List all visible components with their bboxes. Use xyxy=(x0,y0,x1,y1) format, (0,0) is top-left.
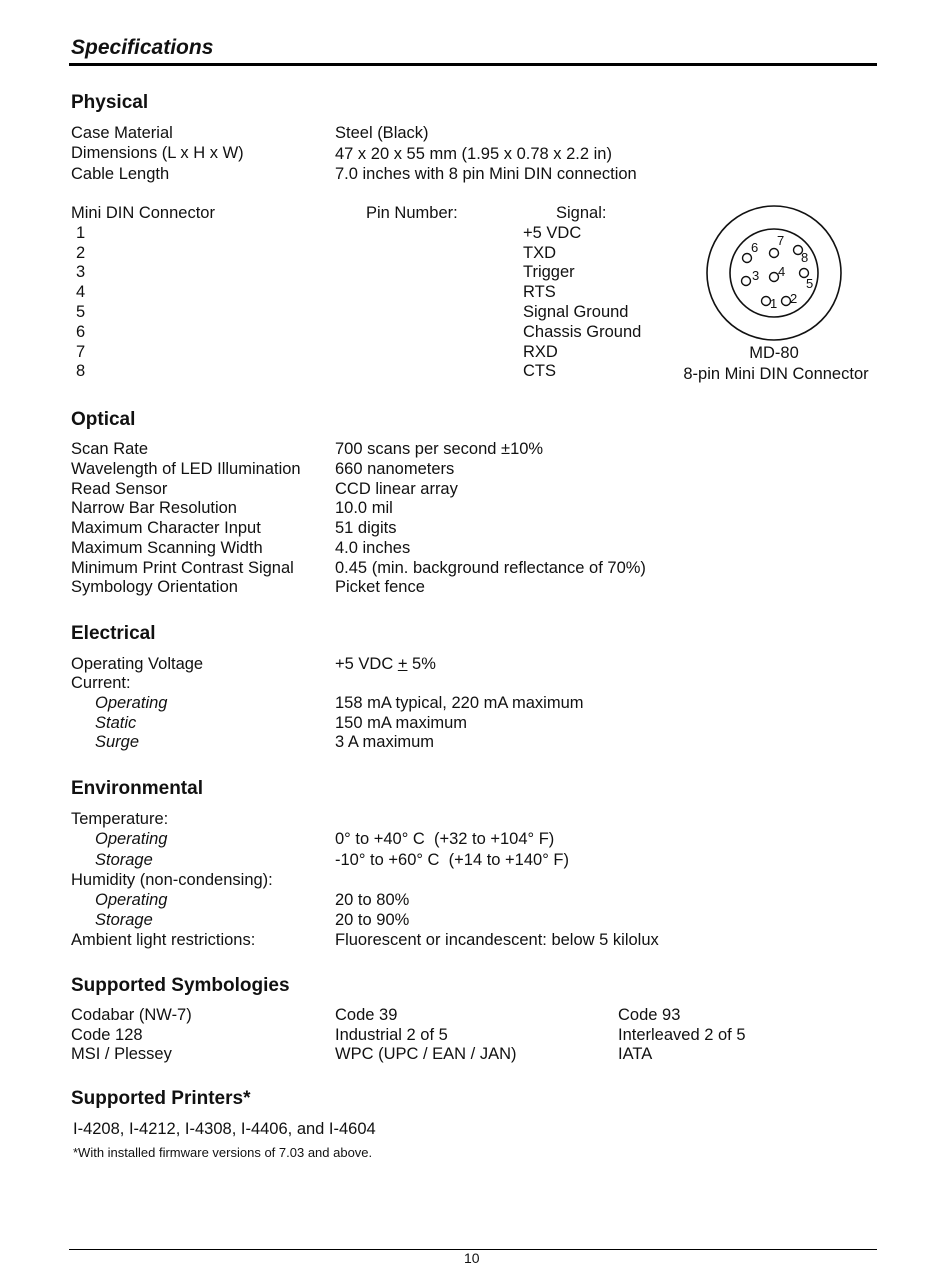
symbology-item: WPC (UPC / EAN / JAN) xyxy=(335,1045,517,1063)
connector-label: Mini DIN Connector xyxy=(71,204,215,222)
symbology-item: Code 128 xyxy=(71,1026,143,1044)
section-heading-symbologies: Supported Symbologies xyxy=(71,975,290,996)
diagram-pin-label: 1 xyxy=(770,296,778,311)
spec-value: 7.0 inches with 8 pin Mini DIN connection xyxy=(335,165,637,183)
signal-header: Signal: xyxy=(556,204,607,222)
spec-value: 150 mA maximum xyxy=(335,714,468,732)
spec-label: Minimum Print Contrast Signal xyxy=(71,559,294,577)
diagram-pin-label: 4 xyxy=(778,264,786,279)
spec-value-voltage xyxy=(335,655,436,675)
spec-label: Maximum Scanning Width xyxy=(71,539,263,557)
spec-label: Cable Length xyxy=(71,165,170,183)
spec-value: 4.0 inches xyxy=(335,539,411,557)
pin-signal: +5 VDC xyxy=(523,224,582,242)
spec-value: 51 digits xyxy=(335,519,397,537)
symbology-item: Code 93 xyxy=(618,1006,681,1024)
diagram-pin-label: 6 xyxy=(751,240,759,255)
diagram-caption: 8-pin Mini DIN Connector xyxy=(683,365,869,383)
voltage-prefix: +5 VDC xyxy=(335,655,398,673)
spec-value: Fluorescent or incandescent: below 5 kilolux xyxy=(335,931,659,949)
header-rule xyxy=(69,63,877,66)
spec-sublabel: Surge xyxy=(95,733,140,751)
page-title: Specifications xyxy=(71,36,214,59)
spec-value: 20 to 80% xyxy=(335,891,410,909)
voltage-suffix: 5% xyxy=(407,655,436,673)
spec-label: Ambient light restrictions: xyxy=(71,931,256,949)
spec-label: Current: xyxy=(71,674,131,692)
spec-value: 0.45 (min. background reflectance of 70%) xyxy=(335,559,646,577)
printer-footnote: *With installed firmware versions of 7.03 and above. xyxy=(73,1145,373,1160)
spec-label: Operating Voltage xyxy=(71,655,204,673)
section-heading-environmental: Environmental xyxy=(71,778,203,799)
spec-label: Wavelength of LED Illumination xyxy=(71,460,301,478)
symbology-item: Codabar (NW-7) xyxy=(71,1006,192,1024)
pin-number: 8 xyxy=(76,362,86,380)
spec-label: Dimensions (L x H x W) xyxy=(71,144,244,162)
spec-label: Read Sensor xyxy=(71,480,168,498)
mini-din-connector-diagram xyxy=(700,203,850,345)
diagram-pin-label: 2 xyxy=(790,291,798,306)
symbology-item: MSI / Plessey xyxy=(71,1045,172,1063)
pin-number: 4 xyxy=(76,283,86,301)
symbology-item: Industrial 2 of 5 xyxy=(335,1026,448,1044)
pin-number: 3 xyxy=(76,263,86,281)
spec-value: 700 scans per second ±10% xyxy=(335,440,544,458)
spec-value: 660 nanometers xyxy=(335,460,455,478)
symbology-item: Code 39 xyxy=(335,1006,398,1024)
plus-minus-sign: + xyxy=(397,655,408,673)
spec-label: Temperature: xyxy=(71,810,169,828)
spec-sublabel: Operating xyxy=(95,830,168,848)
spec-label: Maximum Character Input xyxy=(71,519,261,537)
spec-sublabel: Storage xyxy=(95,911,153,929)
pin-signal: Chassis Ground xyxy=(523,323,642,341)
pin-signal: Trigger xyxy=(523,263,575,281)
spec-sublabel: Storage xyxy=(95,851,153,869)
spec-value: 0° to +40° C (+32 to +104° F) xyxy=(335,830,555,848)
spec-value: -10° to +60° C (+14 to +140° F) xyxy=(335,851,569,869)
spec-value: 3 A maximum xyxy=(335,733,435,751)
section-heading-printers: Supported Printers* xyxy=(71,1088,251,1109)
spec-value: CCD linear array xyxy=(335,480,458,498)
section-heading-electrical: Electrical xyxy=(71,623,156,644)
spec-label: Humidity (non-condensing): xyxy=(71,871,273,889)
pin-number: 6 xyxy=(76,323,86,341)
pin-number: 2 xyxy=(76,244,86,262)
pin-number: 7 xyxy=(76,343,86,361)
spec-label: Narrow Bar Resolution xyxy=(71,499,237,517)
diagram-pin-label: 3 xyxy=(752,268,760,283)
spec-sublabel: Operating xyxy=(95,694,168,712)
spec-label: Scan Rate xyxy=(71,440,149,458)
section-heading-physical: Physical xyxy=(71,92,149,113)
page-number: 10 xyxy=(464,1250,480,1266)
section-heading-optical: Optical xyxy=(71,409,136,430)
pin-number: 1 xyxy=(76,224,86,242)
spec-value: Steel (Black) xyxy=(335,124,429,142)
pin-signal: TXD xyxy=(523,244,556,262)
spec-value: 10.0 mil xyxy=(335,499,393,517)
pin-number: 5 xyxy=(76,303,86,321)
pin-signal: RXD xyxy=(523,343,558,361)
pin-signal: Signal Ground xyxy=(523,303,629,321)
spec-label: Symbology Orientation xyxy=(71,578,238,596)
pin-signal: CTS xyxy=(523,362,556,380)
spec-sublabel: Operating xyxy=(95,891,168,909)
diagram-pin-label: 7 xyxy=(777,233,785,248)
pin-number-header: Pin Number: xyxy=(366,204,458,222)
printer-list: I-4208, I-4212, I-4308, I-4406, and I-4604 xyxy=(73,1120,376,1138)
spec-value: Picket fence xyxy=(335,578,425,596)
diagram-model: MD-80 xyxy=(749,344,799,362)
spec-value: 47 x 20 x 55 mm (1.95 x 0.78 x 2.2 in) xyxy=(335,145,612,163)
pin-signal: RTS xyxy=(523,283,556,301)
spec-value: 20 to 90% xyxy=(335,911,410,929)
symbology-item: IATA xyxy=(618,1045,653,1063)
diagram-pin-label: 8 xyxy=(801,250,809,265)
symbology-item: Interleaved 2 of 5 xyxy=(618,1026,746,1044)
spec-sublabel: Static xyxy=(95,714,137,732)
spec-value: 158 mA typical, 220 mA maximum xyxy=(335,694,584,712)
spec-label: Case Material xyxy=(71,124,173,142)
diagram-pin-label: 5 xyxy=(806,276,814,291)
